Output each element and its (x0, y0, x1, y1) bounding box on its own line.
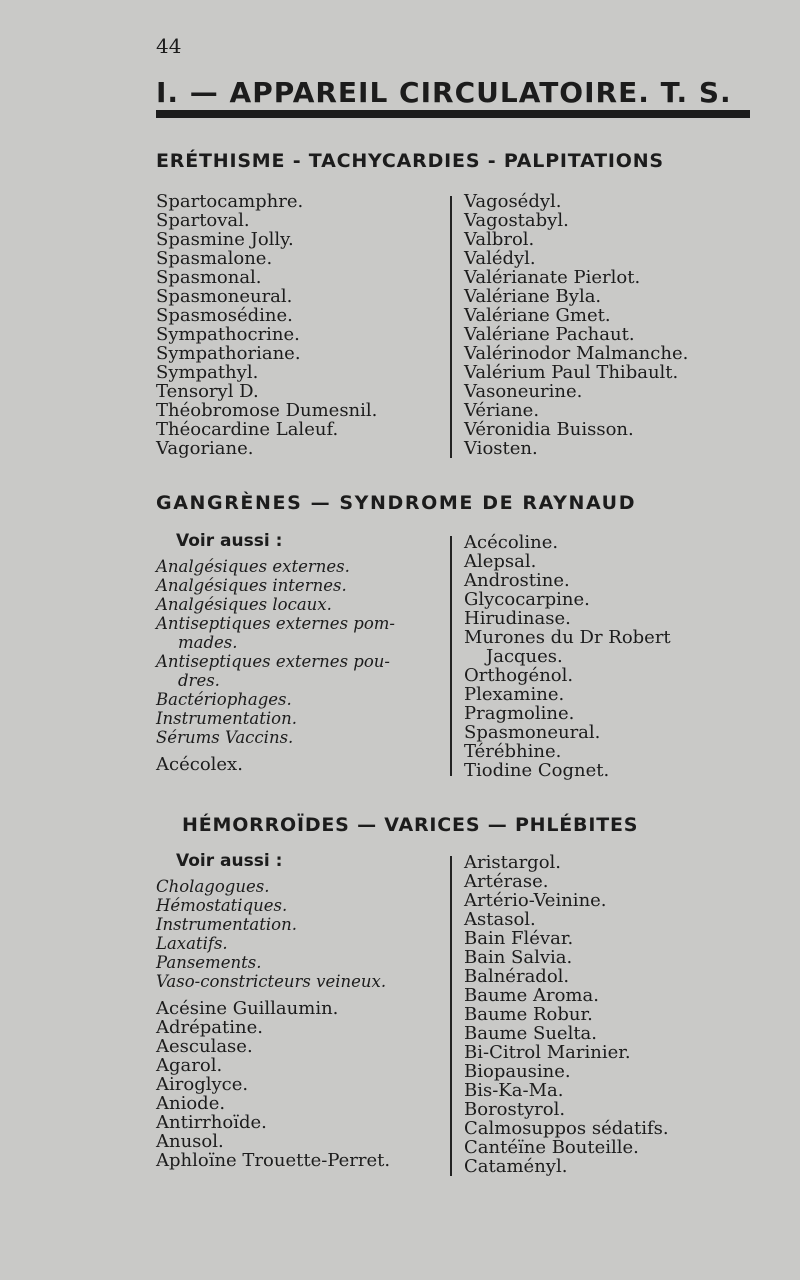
list-item: mades. (178, 633, 238, 652)
list-item: Spasmoneural. (156, 286, 293, 307)
section-erethisme-left-column (156, 192, 441, 458)
list-item: Théocardine Laleuf. (156, 419, 339, 440)
list-item: Sympathocrine. (156, 324, 300, 345)
list-item: Tiodine Cognet. (464, 760, 610, 781)
list-item: Antiseptiques externes pou- (156, 652, 390, 671)
list-item: Analgésiques externes. (156, 557, 350, 576)
list-item: Spasmoneural. (464, 722, 601, 743)
list-item: Vériane. (464, 400, 540, 421)
list-item: Cantéïne Bouteille. (464, 1137, 639, 1158)
list-item: Artério-Veinine. (464, 890, 607, 911)
list-item: Sérums Vaccins. (156, 728, 294, 747)
list-item: Valériane Byla. (464, 286, 602, 307)
list-item: Véronidia Buisson. (464, 419, 634, 440)
list-item: dres. (178, 671, 220, 690)
section-hemorroides-right-column (464, 853, 764, 1176)
list-item: Baume Suelta. (464, 1023, 598, 1044)
chapter-title: I. — APPAREIL CIRCULATOIRE. T. S. (156, 76, 732, 109)
list-item: Antirrhoïde. (156, 1112, 267, 1133)
list-item: Hémostatiques. (156, 896, 288, 915)
list-item: Antiseptiques externes pom- (156, 614, 395, 633)
section-title-erethisme: ERÉTHISME - TACHYCARDIES - PALPITATIONS (156, 150, 664, 172)
list-item: Pragmoline. (464, 703, 575, 724)
see-also-label: Voir aussi : (176, 851, 283, 871)
list-item: Vagosédyl. (464, 191, 562, 212)
list-item: Androstine. (464, 570, 570, 591)
list-item: Aesculase. (156, 1036, 253, 1057)
list-item: Pansements. (156, 953, 262, 972)
list-item: Spasmalone. (156, 248, 273, 269)
list-item: Laxatifs. (156, 934, 228, 953)
list-item: Acécoline. (464, 532, 559, 553)
list-item: Sympathoriane. (156, 343, 301, 364)
list-item: Borostyrol. (464, 1099, 566, 1120)
list-item: Instrumentation. (156, 915, 297, 934)
list-item: Théobromose Dumesnil. (156, 400, 378, 421)
list-item: Bactériophages. (156, 690, 292, 709)
list-item: Acécolex. (156, 754, 243, 775)
column-divider (450, 536, 452, 776)
list-item: Vagostabyl. (464, 210, 569, 231)
section-gangrenes-right-column (464, 533, 764, 780)
list-item: Valériane Gmet. (464, 305, 611, 326)
list-item: Alepsal. (464, 551, 537, 572)
list-item: Spartocamphre. (156, 191, 304, 212)
list-item: Térébhine. (464, 741, 562, 762)
list-item: Valériane Pachaut. (464, 324, 635, 345)
list-item: Cataményl. (464, 1156, 568, 1177)
list-item: Aristargol. (464, 852, 562, 873)
list-item: Artérase. (464, 871, 549, 892)
section-title-gangrenes: GANGRÈNES — SYNDROME DE RAYNAUD (156, 492, 637, 514)
list-item: Hirudinase. (464, 608, 571, 629)
list-item: Vagoriane. (156, 438, 254, 459)
list-item: Anusol. (156, 1131, 224, 1152)
list-item: Bain Salvia. (464, 947, 573, 968)
list-item: Adrépatine. (156, 1017, 263, 1038)
list-item: Balnéradol. (464, 966, 570, 987)
list-item: Bis-Ka-Ma. (464, 1080, 564, 1101)
list-item: Valérinodor Malmanche. (464, 343, 689, 364)
list-item: Baume Aroma. (464, 985, 599, 1006)
list-item: Plexamine. (464, 684, 565, 705)
list-item: Acésine Guillaumin. (156, 998, 339, 1019)
list-item: Analgésiques locaux. (156, 595, 332, 614)
see-also-label: Voir aussi : (176, 531, 283, 551)
column-divider (450, 856, 452, 1176)
list-item: Murones du Dr Robert (464, 627, 671, 648)
list-item: Vasoneurine. (464, 381, 583, 402)
title-rule (156, 110, 750, 118)
list-item: Agarol. (156, 1055, 223, 1076)
list-item: Airoglyce. (156, 1074, 249, 1095)
list-item: Baume Robur. (464, 1004, 593, 1025)
section-title-hemorroides: HÉMORROÏDES — VARICES — PHLÉBITES (182, 814, 639, 836)
list-item: Valbrol. (464, 229, 535, 250)
list-item: Tensoryl D. (156, 381, 259, 402)
list-item: Spasmosédine. (156, 305, 293, 326)
list-item: Vaso-constricteurs veineux. (156, 972, 387, 991)
list-item: Viosten. (464, 438, 538, 459)
list-item: Aphloïne Trouette-Perret. (156, 1150, 391, 1171)
list-item: Astasol. (464, 909, 536, 930)
list-item: Spasmine Jolly. (156, 229, 294, 250)
section-hemorroides-left-column (156, 852, 446, 1170)
list-item: Bain Flévar. (464, 928, 574, 949)
list-item: Jacques. (486, 646, 563, 667)
page-number: 44 (156, 34, 182, 58)
list-item: Sympathyl. (156, 362, 259, 383)
list-item: Aniode. (156, 1093, 226, 1114)
list-item: Cholagogues. (156, 877, 270, 896)
list-item: Valérium Paul Thibault. (464, 362, 679, 383)
list-item: Valédyl. (464, 248, 536, 269)
list-item: Calmosuppos sédatifs. (464, 1118, 669, 1139)
list-item: Orthogénol. (464, 665, 574, 686)
list-item: Spasmonal. (156, 267, 262, 288)
list-item: Analgésiques internes. (156, 576, 347, 595)
list-item: Bi-Citrol Marinier. (464, 1042, 631, 1063)
list-item: Spartoval. (156, 210, 250, 231)
column-divider (450, 196, 452, 458)
list-item: Instrumentation. (156, 709, 297, 728)
section-gangrenes-left-column (156, 532, 441, 774)
list-item: Glycocarpine. (464, 589, 590, 610)
section-erethisme-right-column (464, 192, 764, 458)
list-item: Biopausine. (464, 1061, 571, 1082)
list-item: Valérianate Pierlot. (464, 267, 641, 288)
